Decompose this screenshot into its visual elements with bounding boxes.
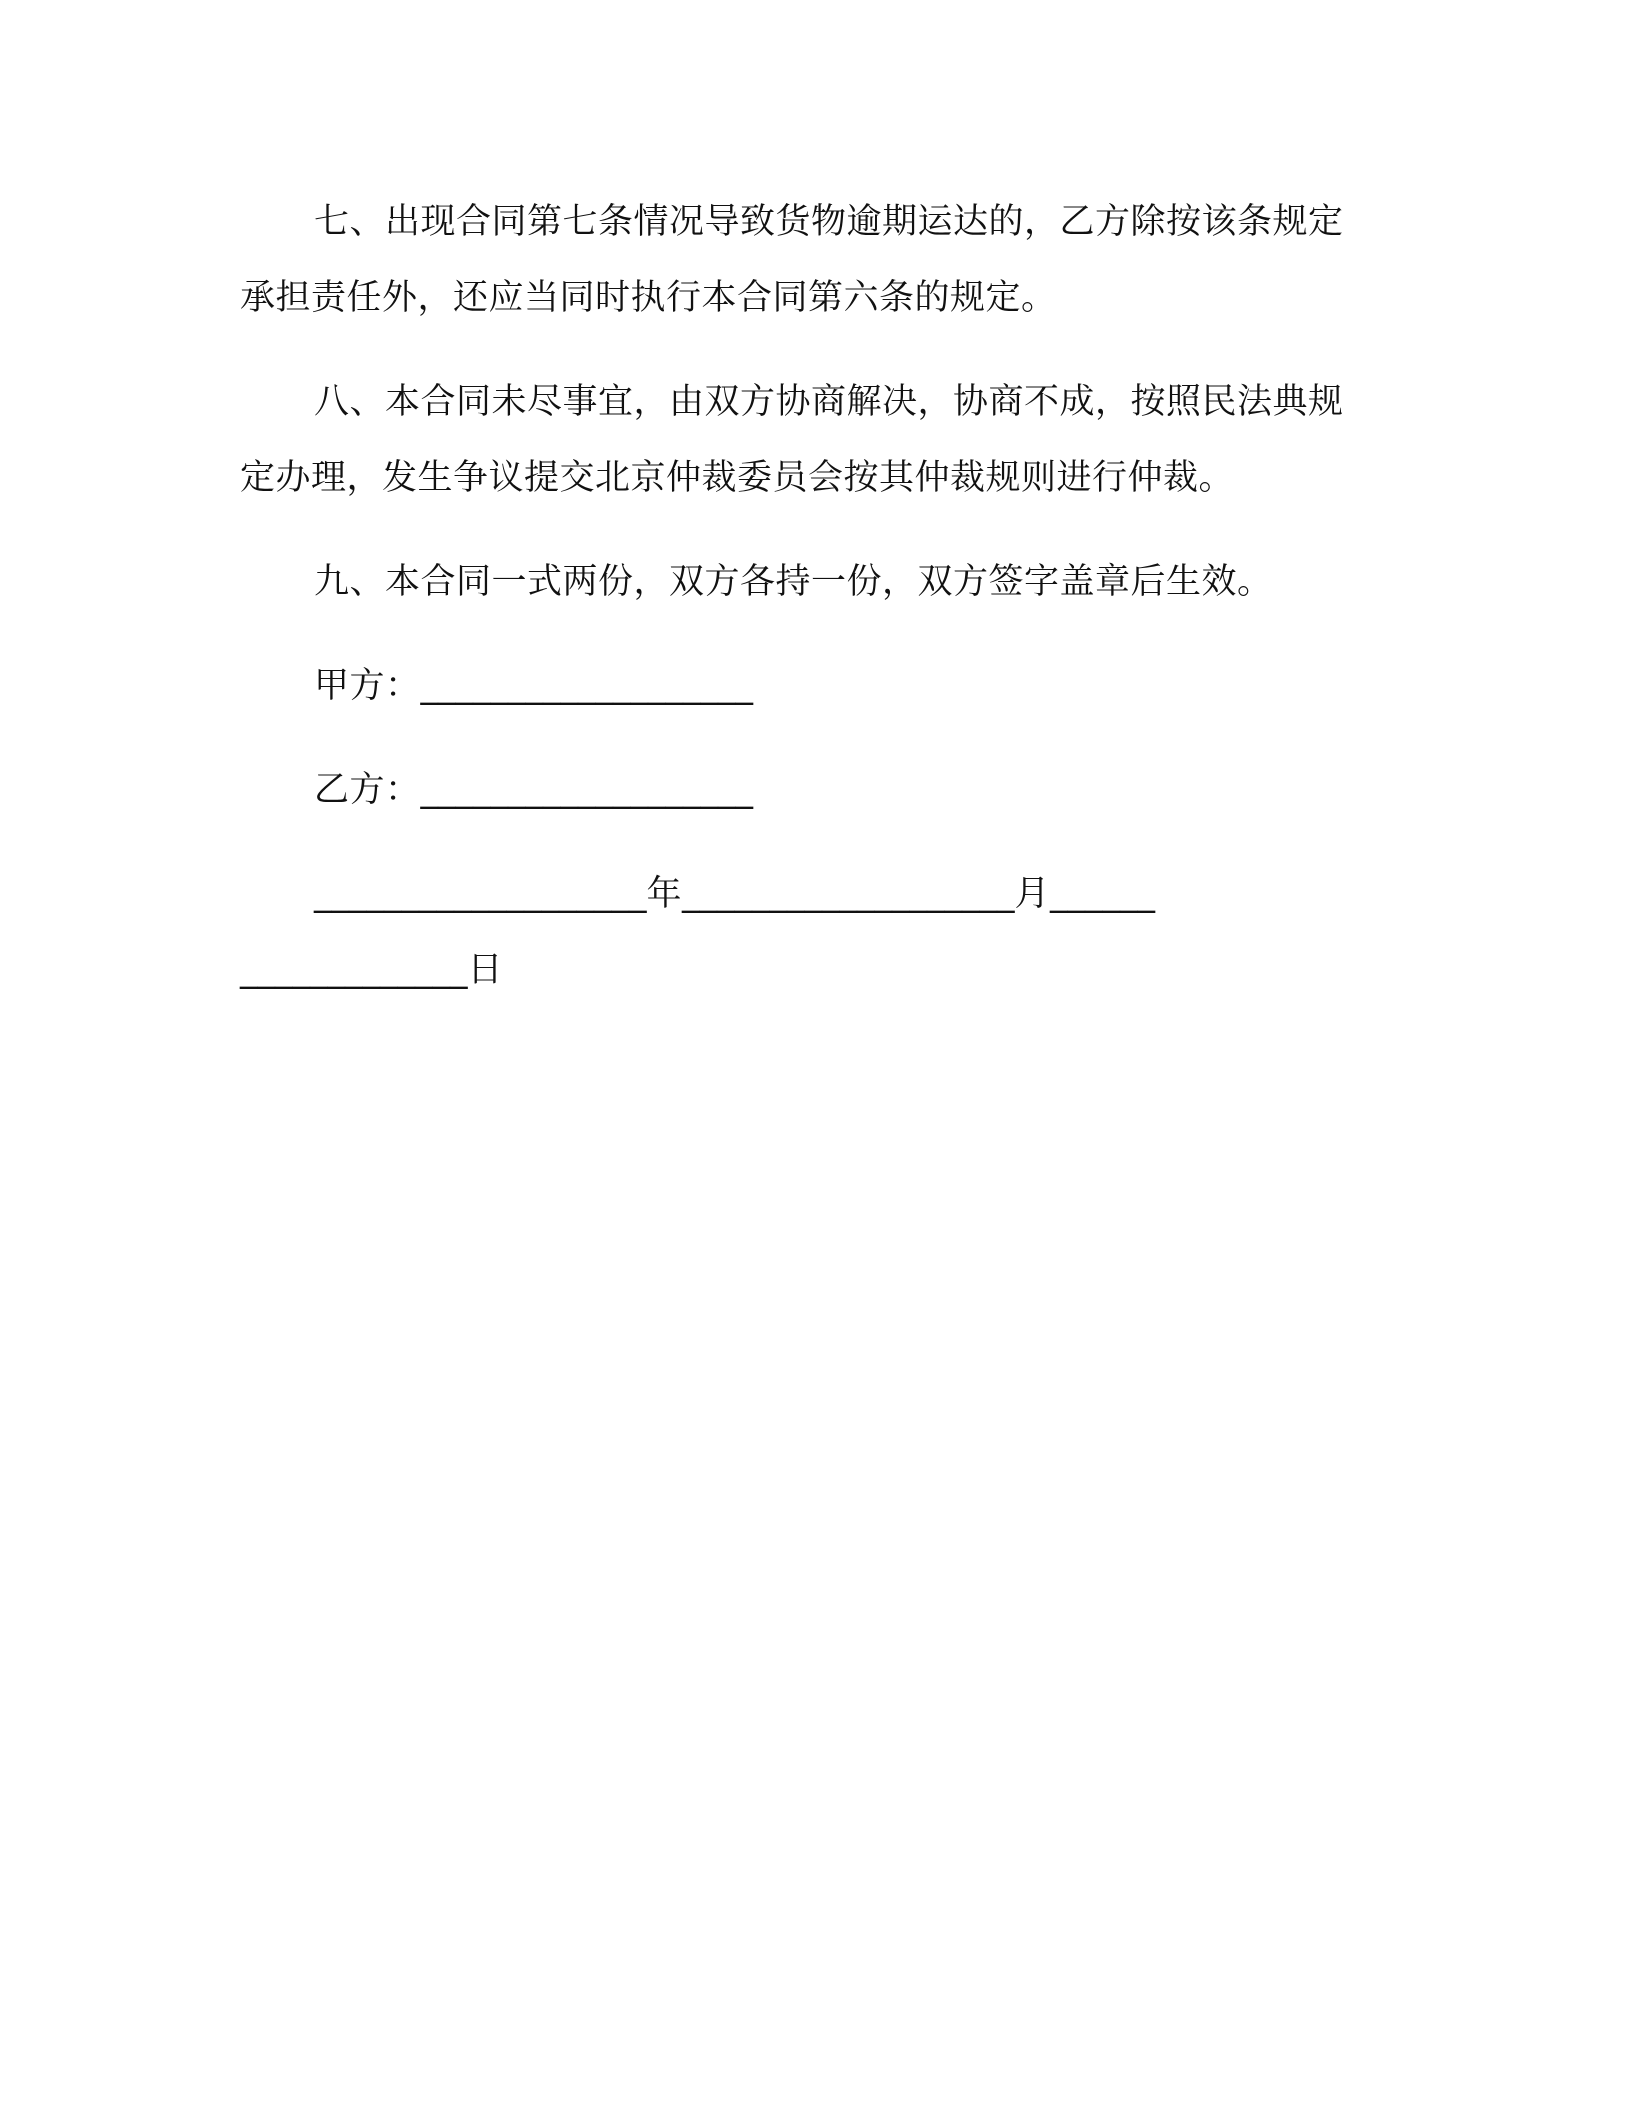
clause-9: 九、本合同一式两份，双方各持一份，双方签字盖章后生效。 [314,562,1273,602]
clause-7: 七、出现合同第七条情况导致货物逾期运达的，乙方除按该条规定承担责任外，还应当同时执行本合同第六条的规定。 [240,202,1344,318]
year-label: 年 [646,874,683,914]
party-b-blank: ___________________ [420,770,754,810]
party-a-signature-line [240,648,1360,724]
month-blank: ___________________ [682,874,1015,914]
party-b-signature-line [240,752,1360,828]
party-a-blank: ___________________ [420,666,754,706]
day-label: 日 [467,950,504,990]
year-blank: ___________________ [314,874,647,914]
clause-8: 八、本合同未尽事宜，由双方协商解决，协商不成，按照民法典规定办理，发生争议提交北京仲裁委员会按其仲裁规则进行仲裁。 [240,382,1344,498]
signing-date [240,856,1160,1008]
contract-body [240,184,1360,1008]
party-a-label: 甲方： [314,666,421,706]
day-blank: ___________________ [240,874,1156,990]
party-b-label: 乙方： [314,770,421,810]
month-label: 月 [1014,874,1051,914]
